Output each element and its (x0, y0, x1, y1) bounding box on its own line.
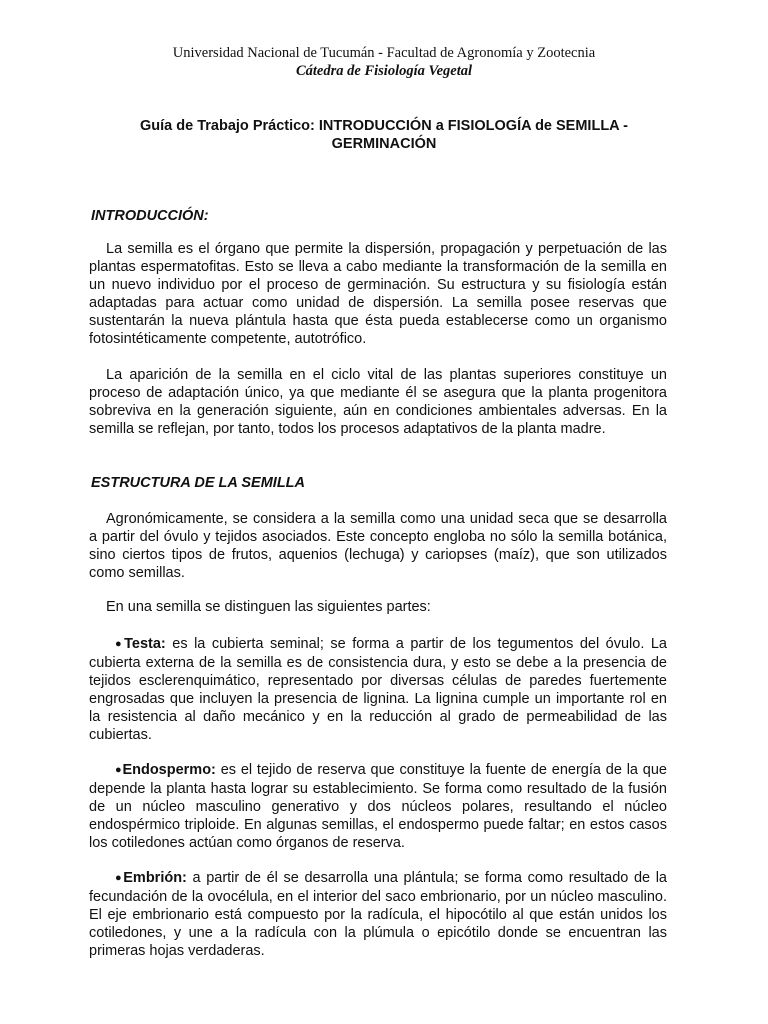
title-line-2: GERMINACIÓN (331, 136, 437, 152)
structure-heading: ESTRUCTURA DE LA SEMILLA (91, 475, 306, 491)
bullet-icon: ● (115, 638, 125, 650)
embryo-term: Embrión: (123, 870, 187, 886)
endosperm-term: Endospermo: (122, 762, 216, 778)
university-line: Universidad Nacional de Tucumán - Facultad de Agronomía y Zootecnia (172, 45, 596, 61)
structure-paragraph-2: En una semilla se distinguen las siguientes partes: (106, 599, 431, 615)
bullet-icon: ● (115, 764, 123, 776)
title-line-1: Guía de Trabajo Práctico: INTRODUCCIÓN a FISIOLOGÍA de SEMILLA - (140, 118, 628, 134)
list-item-embryo (89, 869, 667, 960)
testa-term: Testa: (124, 636, 166, 652)
endosperm-description: es el tejido de reserva que constituye la fuente de energía de la que depende la planta hasta lograr su establecimiento. Se forma como resultado de la fusión de un núcleo masculino generativo y dos núcleos polares, resultando el núcleo endospérmico triploide. En algunas semillas, el endospermo puede faltar; en estos casos los cotiledones actúan como órganos de reserva. (89, 762, 667, 851)
testa-description: es la cubierta seminal; se forma a partir de los tegumentos del óvulo. La cubierta externa de la semilla es de consistencia dura, y esto se debe a la presencia de tejidos esclerenquimático, representado por diversas células de paredes fuertemente engrosadas que incluyen la presencia de lignina. La lignina cumple un importante rol en la resistencia al daño mecánico y en la reducción al grado de permeabilidad de las cubiertas. (89, 636, 667, 743)
document-title (100, 117, 668, 153)
intro-paragraph-2: La aparición de la semilla en el ciclo vital de las plantas superiores constituye un proceso de adaptación único, ya que mediante él se asegura que la planta progenitora sobreviva en la generación siguiente, aún en condiciones ambientales adversas. En la semilla se reflejan, por tanto, todos los procesos adaptativos de la planta madre. (89, 367, 667, 437)
chair-line: Cátedra de Fisiología Vegetal (295, 63, 472, 79)
list-item-testa (89, 635, 667, 744)
embryo-description: a partir de él se desarrolla una plántula; se forma como resultado de la fecundación de la ovocélula, en el interior del saco embrionario, por un núcleo masculino. El eje embrionario está compuesto por la radícula, el hipocótilo al que están unidos los cotiledones, y une a la radícula con la plúmula o epicótilo donde se encuentran las primeras hojas verdaderas. (89, 870, 668, 959)
intro-paragraph-1: La semilla es el órgano que permite la dispersión, propagación y perpetuación de las plantas espermatofitas. Esto se lleva a cabo mediante la transformación de la semilla en un nuevo individuo por el proceso de germinación. Su estructura y su fisiología están adaptadas para actuar como unidad de dispersión. La semilla posee reservas que sustentarán la nueva plántula hasta que ésta pueda establecerse como un organismo fotosintéticamente competente, autotrófico. (89, 241, 667, 347)
list-item-endosperm (89, 761, 667, 852)
structure-paragraph-1: Agronómicamente, se considera a la semilla como una unidad seca que se desarrolla a partir del óvulo y tejidos asociados. Este concepto engloba no sólo la semilla botánica, sino ciertos tipos de frutos, aquenios (lechuga) y cariopses (maíz), que son utilizados como semillas. (89, 511, 667, 581)
intro-heading: INTRODUCCIÓN: (91, 208, 209, 224)
bullet-icon: ● (115, 872, 124, 884)
document-header (0, 44, 768, 80)
